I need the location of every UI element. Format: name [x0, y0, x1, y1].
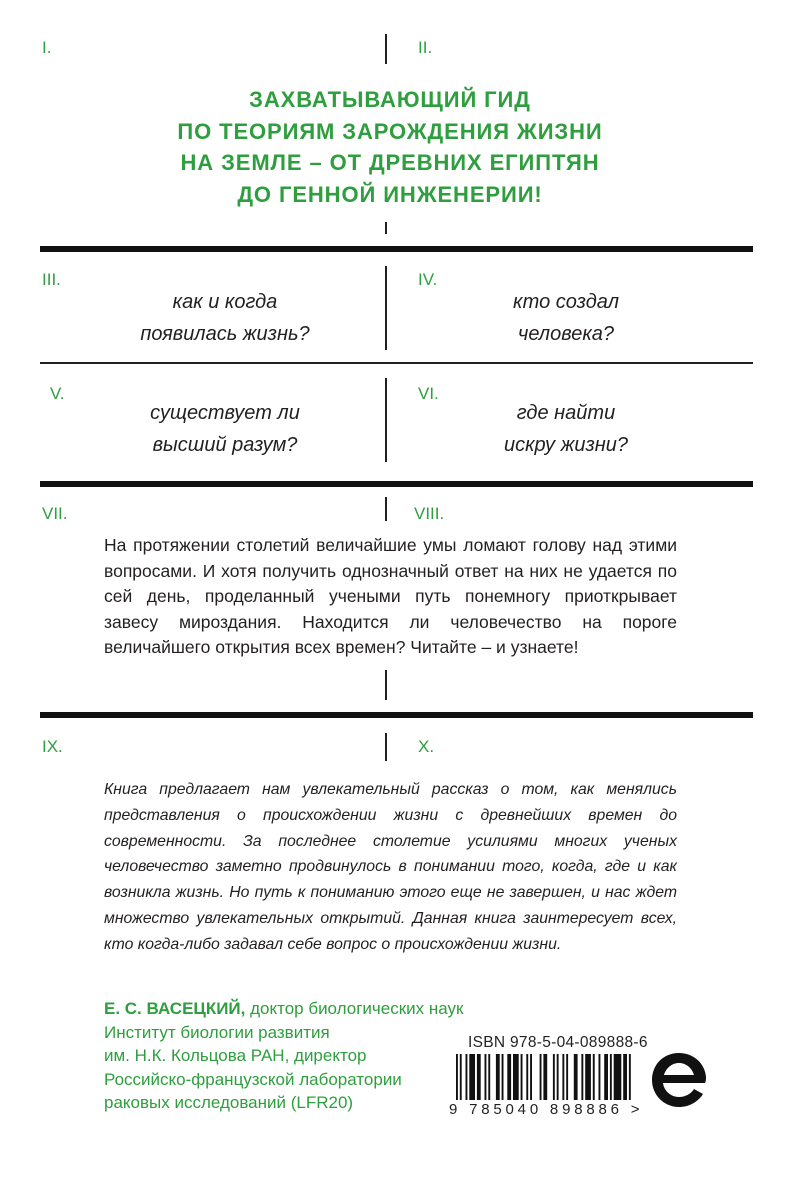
- author-line: им. Н.К. Кольцова РАН, директор: [104, 1046, 367, 1065]
- barcode-icon: [448, 1054, 638, 1102]
- barcode-bar: [599, 1054, 601, 1100]
- barcode-bar: [543, 1054, 547, 1100]
- column-divider: [385, 670, 387, 700]
- section-number-3: III.: [42, 270, 61, 289]
- isbn-label: ISBN 978-5-04-089888-6: [468, 1034, 648, 1051]
- question-line: кто создал: [513, 291, 619, 313]
- section-number-8: VIII.: [414, 504, 445, 523]
- column-divider: [385, 266, 387, 350]
- column-divider: [385, 497, 387, 521]
- barcode-bar: [526, 1054, 528, 1100]
- barcode-bar: [593, 1054, 595, 1100]
- section-number-2: II.: [418, 38, 433, 57]
- publisher-logo-icon: [648, 1049, 710, 1111]
- headline: [90, 84, 690, 210]
- barcode-bar: [553, 1054, 555, 1100]
- question-line: где найти: [516, 402, 616, 424]
- barcode-bar: [614, 1054, 622, 1100]
- headline-line: ДО ГЕННОЙ ИНЖЕНЕРИИ!: [237, 181, 543, 207]
- question-higher-mind: [80, 397, 370, 461]
- author-line: раковых исследований (LFR20): [104, 1093, 354, 1112]
- barcode-bar: [513, 1054, 519, 1100]
- barcode-bar: [496, 1054, 500, 1100]
- barcode-bar: [477, 1054, 481, 1100]
- author-name: Е. С. ВАСЕЦКИЙ,: [104, 999, 246, 1018]
- thin-divider: [40, 362, 753, 364]
- column-divider: [385, 733, 387, 761]
- barcode-bar: [623, 1054, 627, 1100]
- thick-divider: [40, 712, 753, 718]
- barcode-bar: [469, 1054, 475, 1100]
- barcode-digits: 9 785040 898886 >: [449, 1101, 644, 1118]
- barcode-bar: [521, 1054, 523, 1100]
- barcode-bar: [460, 1054, 462, 1100]
- barcode-bar: [574, 1054, 578, 1100]
- section-number-9: IX.: [42, 737, 63, 756]
- column-divider: [385, 222, 387, 234]
- question-spark-of-life: [436, 397, 696, 461]
- question-line: как и когда: [172, 291, 278, 313]
- barcode-bar: [507, 1054, 511, 1100]
- section-number-10: X.: [418, 737, 435, 756]
- barcode-bar: [557, 1054, 559, 1100]
- section-number-1: I.: [42, 38, 52, 57]
- barcode-bar: [610, 1054, 612, 1100]
- author-line: Российско-французской лаборатории: [104, 1069, 402, 1089]
- question-line: существует ли: [150, 402, 300, 424]
- section-number-7: VII.: [42, 504, 68, 523]
- thick-divider: [40, 246, 753, 252]
- question-how-when: [90, 286, 360, 350]
- barcode-bar: [540, 1054, 542, 1100]
- section-number-4: IV.: [418, 270, 438, 289]
- section-number-5: V.: [50, 384, 65, 403]
- barcode-bar: [530, 1054, 532, 1100]
- question-line: искру жизни?: [503, 434, 628, 456]
- question-line: высший разум?: [152, 434, 298, 456]
- barcode-bar: [466, 1054, 468, 1100]
- barcode-bar: [562, 1054, 564, 1100]
- author-credit: [104, 997, 463, 1115]
- barcode-bar: [585, 1054, 591, 1100]
- headline-line: НА ЗЕМЛЕ – ОТ ДРЕВНИХ ЕГИПТЯН: [180, 150, 600, 175]
- barcode-bar: [485, 1054, 487, 1100]
- author-degree: доктор биологических наук: [245, 999, 464, 1018]
- author-line: [104, 997, 463, 1021]
- question-who-created: [436, 286, 696, 350]
- barcode-bar: [629, 1054, 631, 1100]
- thick-divider: [40, 481, 753, 487]
- question-line: человека?: [517, 323, 615, 345]
- teaser-paragraph: На протяжении столетий величайшие умы ломают голову над этими вопросами. И хотя получить однозначный ответ на них не удается по сей день, проделанный учеными путь понемногу приоткрывает завесу мироздания. Находится ли человечество на пороге величайшего открытия всех времен? Читайте – и узнаете!: [104, 535, 677, 658]
- barcode-bar: [502, 1054, 504, 1100]
- barcode-bar: [604, 1054, 608, 1100]
- column-divider: [385, 378, 387, 462]
- barcode-bar: [566, 1054, 568, 1100]
- question-line: появилась жизнь?: [140, 323, 310, 345]
- section-number-6: VI.: [418, 384, 439, 403]
- barcode-bar: [488, 1054, 490, 1100]
- headline-line: ПО ТЕОРИЯМ ЗАРОЖДЕНИЯ ЖИЗНИ: [177, 118, 603, 144]
- barcode-bar: [581, 1054, 583, 1100]
- author-line: Институт биологии развития: [104, 1022, 330, 1042]
- barcode-bar: [456, 1054, 458, 1100]
- column-divider: [385, 34, 387, 64]
- review-paragraph: Книга предлагает нам увлекательный рассказ о том, как менялись представления о происхождении жизни с древнейших времен до современности. За последнее столетие усилиями многих ученых человечество заметно продвинулось в понимании того, когда, где и как возникла жизнь. Но путь к пониманию этого еще не завершен, и нас ждет множество увлекательных открытий. Данная книга заинтересует всех, кто когда-либо задавал себе вопрос о происхождении жизни.: [104, 781, 677, 953]
- headline-line: ЗАХВАТЫВАЮЩИЙ ГИД: [249, 87, 531, 112]
